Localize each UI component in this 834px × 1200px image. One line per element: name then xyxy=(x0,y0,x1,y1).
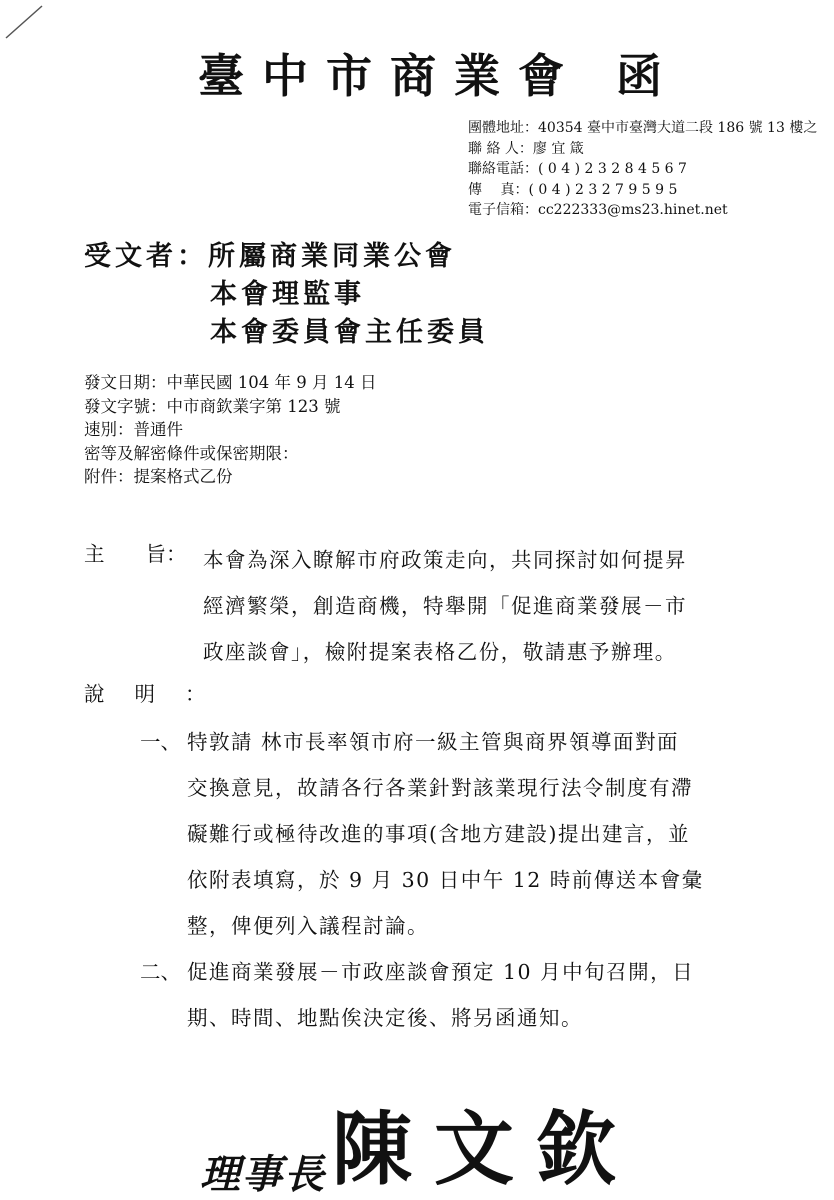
item-line: 促進商業發展－市政座談會預定 10 月中旬召開，日 xyxy=(187,960,695,984)
document-meta xyxy=(84,371,376,489)
document-title: 臺中市商業會 函 xyxy=(198,49,681,103)
description-items xyxy=(140,719,704,1041)
signature-block xyxy=(200,1085,638,1200)
org-phone: 聯絡電話：( 0 4 ) 2 3 2 8 4 5 6 7 xyxy=(468,161,687,177)
main-subject-label: 主 旨： xyxy=(84,542,187,566)
recipients-label: 受文者： xyxy=(84,241,208,272)
main-line: 經濟繁榮，創造商機，特舉開「促進商業發展－市 xyxy=(203,594,687,618)
item-line: 交換意見，故請各行各業針對該業現行法令制度有滯 xyxy=(187,776,693,800)
confidentiality: 密等及解密條件或保密期限： xyxy=(84,443,299,463)
item-line: 整，俾便列入議程討論。 xyxy=(187,914,429,938)
list-item xyxy=(140,719,704,765)
item-line: 依附表填寫，於 9 月 30 日中午 12 時前傳送本會彙 xyxy=(187,868,704,892)
attachment: 附件：提案格式乙份 xyxy=(84,467,233,486)
org-fax: 傳 真：( 0 4 ) 2 3 2 7 9 5 9 5 xyxy=(468,181,678,198)
main-line: 政座談會」，檢附提案表格乙份，敬請惠予辦理。 xyxy=(203,640,677,664)
recipient-item: 本會理監事 xyxy=(210,279,365,310)
main-line: 本會為深入瞭解市府政策走向，共同探討如何提昇 xyxy=(203,548,687,572)
main-subject-text xyxy=(203,537,687,675)
org-email: 電子信箱：cc222333@ms23.hinet.net xyxy=(468,202,728,218)
document-number: 發文字號：中市商欽業字第 123 號 xyxy=(84,396,341,416)
item-line: 期、時間、地點俟決定後、將另函通知。 xyxy=(187,1006,583,1030)
item-line: 特敦請 林市長率領市府一級主管與商界領導面對面 xyxy=(187,730,680,754)
recipient-item: 所屬商業同業公會 xyxy=(208,241,456,272)
item-number: 一、 xyxy=(140,730,181,754)
list-item xyxy=(140,949,704,995)
issue-date: 發文日期：中華民國 104 年 9 月 14 日 xyxy=(84,373,377,392)
org-address: 團體地址：40354 臺中市臺灣大道二段 186 號 13 樓之 xyxy=(468,120,818,136)
urgency: 速別：普通件 xyxy=(84,420,183,439)
recipient-item: 本會委員會主任委員 xyxy=(210,317,489,348)
org-contact-person: 聯 絡 人：廖 宜 箴 xyxy=(468,140,584,157)
item-number: 二、 xyxy=(140,960,181,984)
signature-name: 陳文欽 xyxy=(332,1102,638,1196)
recipients-block xyxy=(84,238,489,352)
scan-mark xyxy=(4,4,44,40)
signature-title: 理事長 xyxy=(200,1151,326,1198)
organization-info xyxy=(468,118,817,221)
description-label: 說明： xyxy=(84,682,236,706)
item-line: 礙難行或極待改進的事項(含地方建設)提出建言，並 xyxy=(187,822,690,846)
